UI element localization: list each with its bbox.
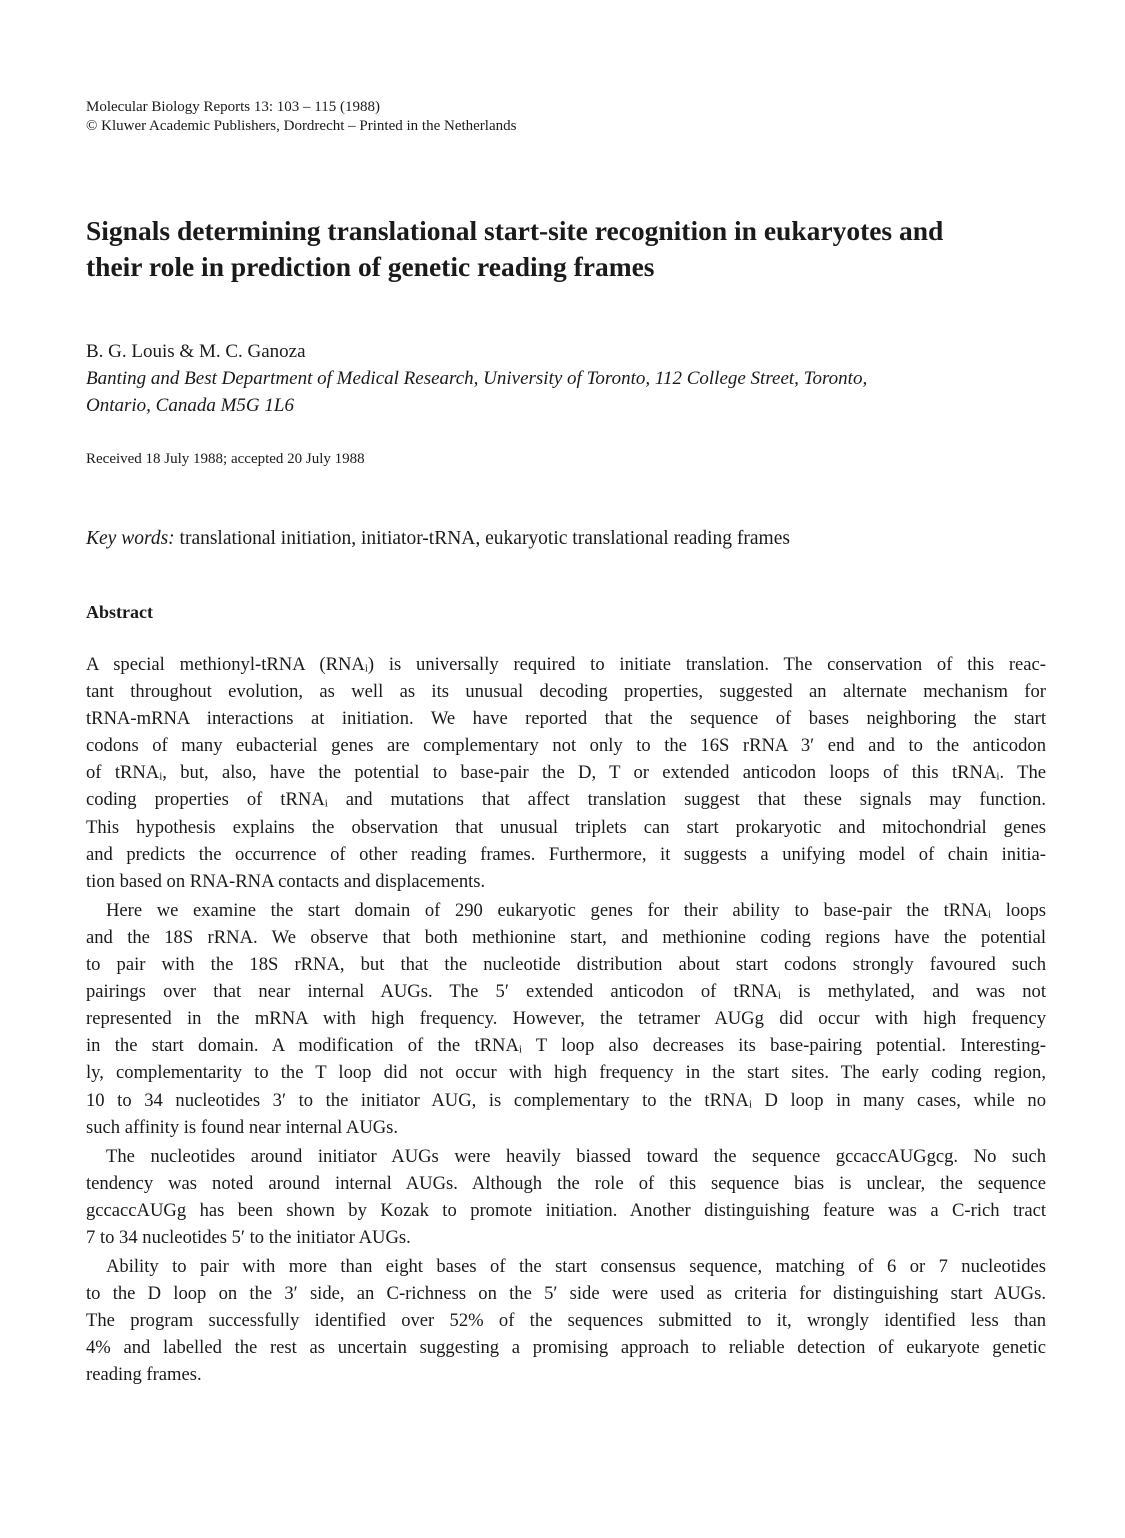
- abstract-line: 7 to 34 nucleotides 5′ to the initiator AUGs.: [86, 1226, 411, 1248]
- abstract-line: codons of many eubacterial genes are complementary not only to the 16S rRNA 3′ end and to the anticodon: [86, 735, 1046, 757]
- abstract-body: [86, 651, 1046, 1389]
- received-date: Received 18 July 1988; accepted 20 July 1988: [86, 451, 365, 467]
- abstract-line: pairings over that near internal AUGs. The 5′ extended anticodon of tRNAᵢ is methylated, and was not: [86, 981, 1046, 1003]
- abstract-line: to the D loop on the 3′ side, an C-richness on the 5′ side were used as criteria for distinguishing start AUGs.: [86, 1283, 1046, 1305]
- abstract-paragraph: [86, 897, 1046, 1141]
- keywords-label: Key words:: [86, 528, 175, 549]
- abstract-line: Here we examine the start domain of 290 eukaryotic genes for their ability to base-pair the tRNAᵢ loops: [106, 899, 1046, 921]
- keywords: [86, 525, 790, 552]
- authors: B. G. Louis & M. C. Ganoza: [86, 341, 306, 362]
- affiliation-line: Ontario, Canada M5G 1L6: [86, 395, 294, 416]
- affiliation-line: Banting and Best Department of Medical Research, University of Toronto, 112 College Street, Toronto,: [86, 368, 868, 389]
- abstract-line: reading frames.: [86, 1364, 202, 1386]
- abstract-paragraph: [86, 651, 1046, 895]
- abstract-line: A special methionyl-tRNA (RNAᵢ) is universally required to initiate translation. The conservation of this reac-: [86, 654, 1046, 675]
- abstract-line: to pair with the 18S rRNA, but that the nucleotide distribution about start codons strongly favoured such: [86, 954, 1046, 976]
- abstract-line: and the 18S rRNA. We observe that both methionine start, and methionine coding regions have the potential: [86, 926, 1046, 948]
- publisher-line: © Kluwer Academic Publishers, Dordrecht – Printed in the Netherlands: [86, 118, 517, 134]
- abstract-paragraph: [86, 1253, 1046, 1388]
- journal-header: [86, 98, 516, 136]
- abstract-line: and predicts the occurrence of other reading frames. Furthermore, it suggests a unifying model of chain initia-: [86, 843, 1046, 865]
- title-line: their role in prediction of genetic reading frames: [86, 251, 655, 282]
- abstract-line: in the start domain. A modification of the tRNAᵢ T loop also decreases its base-pairing potential. Interesting-: [86, 1035, 1046, 1057]
- abstract-line: Ability to pair with more than eight bases of the start consensus sequence, matching of 6 or 7 nucleotides: [106, 1256, 1046, 1278]
- abstract-line: 10 to 34 nucleotides 3′ to the initiator AUG, is complementary to the tRNAᵢ D loop in many cases, while no: [86, 1089, 1046, 1111]
- abstract-line: This hypothesis explains the observation that unusual triplets can start prokaryotic and mitochondrial genes: [86, 816, 1046, 838]
- abstract-line: coding properties of tRNAᵢ and mutations that affect translation suggest that these signals may function.: [86, 789, 1046, 811]
- abstract-line: The nucleotides around initiator AUGs were heavily biassed toward the sequence gccaccAUGgcg. No such: [106, 1145, 1046, 1167]
- abstract-line: ly, complementarity to the T loop did not occur with high frequency in the start sites. The early coding region,: [86, 1062, 1046, 1084]
- paper-title: [86, 213, 1046, 285]
- abstract-line: represented in the mRNA with high frequency. However, the tetramer AUGg did occur with high frequency: [86, 1008, 1046, 1030]
- abstract-line: 4% and labelled the rest as uncertain suggesting a promising approach to reliable detection of eukaryote genetic: [86, 1337, 1046, 1359]
- affiliation: [86, 365, 867, 419]
- abstract-heading: Abstract: [86, 602, 153, 622]
- abstract-line: gccaccAUGg has been shown by Kozak to promote initiation. Another distinguishing feature was a C-rich tract: [86, 1199, 1046, 1221]
- abstract-paragraph: [86, 1143, 1046, 1251]
- abstract-line: tion based on RNA-RNA contacts and displacements.: [86, 870, 486, 892]
- abstract-line: tRNA-mRNA interactions at initiation. We have reported that the sequence of bases neighboring the start: [86, 708, 1046, 730]
- abstract-line: The program successfully identified over 52% of the sequences submitted to it, wrongly identified less than: [86, 1310, 1046, 1332]
- abstract-line: tant throughout evolution, as well as its unusual decoding properties, suggested an alternate mechanism for: [86, 681, 1046, 703]
- journal-citation: Molecular Biology Reports 13: 103 – 115 (1988): [86, 99, 380, 115]
- keywords-text: translational initiation, initiator-tRNA, eukaryotic translational reading frames: [174, 528, 790, 549]
- title-line: Signals determining translational start-site recognition in eukaryotes and: [86, 215, 944, 246]
- abstract-line: tendency was noted around internal AUGs. Although the role of this sequence bias is unclear, the sequence: [86, 1172, 1046, 1194]
- abstract-line: such affinity is found near internal AUGs.: [86, 1116, 399, 1138]
- abstract-line: of tRNAᵢ, but, also, have the potential to base-pair the D, T or extended anticodon loops of this tRNAᵢ. The: [86, 762, 1046, 784]
